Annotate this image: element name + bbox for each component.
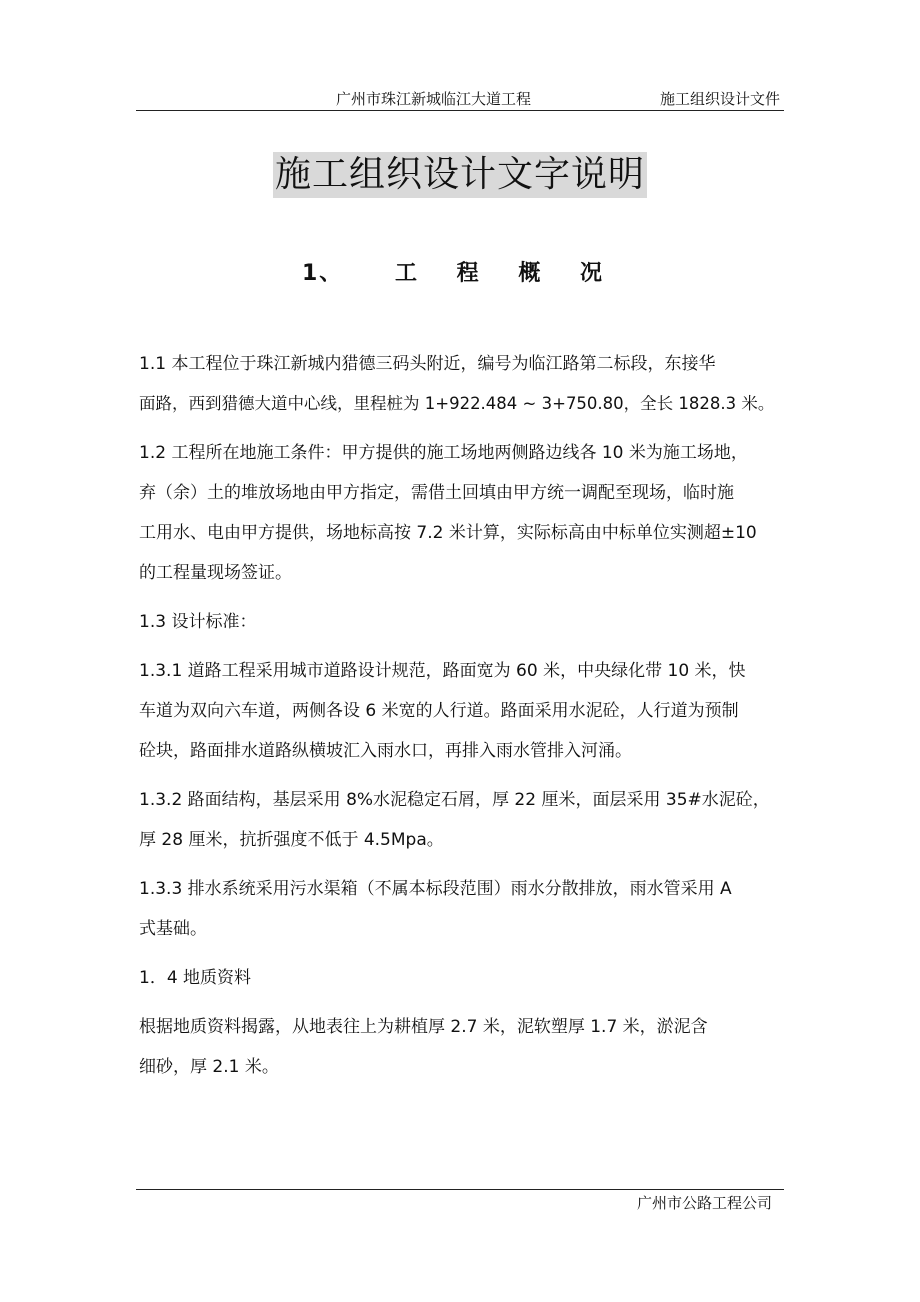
document-title bbox=[0, 152, 920, 198]
paragraph-1-3-1 bbox=[139, 651, 787, 771]
text-line: 1．4 地质资料 bbox=[139, 968, 252, 988]
text-line: 面路，西到猎德大道中心线，里程桩为 1+922.484 ~ 3+750.80，全长 1828.3 米。 bbox=[139, 394, 775, 413]
text-line: 的工程量现场签证。 bbox=[139, 563, 292, 583]
paragraph-1-3-2 bbox=[139, 780, 787, 860]
paragraph-1-4 bbox=[139, 958, 787, 998]
header-document-type: 施工组织设计文件 bbox=[659, 90, 780, 108]
text-line: 1.3 设计标准： bbox=[139, 612, 257, 632]
text-line: 式基础。 bbox=[139, 919, 207, 939]
paragraph-geology bbox=[139, 1007, 787, 1087]
text-line: 车道为双向六车道，两侧各设 6 米宽的人行道。路面采用水泥砼，人行道为预制 bbox=[139, 701, 739, 721]
text-line: 根据地质资料揭露，从地表往上为耕植厚 2.7 米，泥软塑厚 1.7 米，淤泥含 bbox=[139, 1017, 708, 1037]
text-line: 弃（余）土的堆放场地由甲方指定，需借土回填由甲方统一调配至现场，临时施 bbox=[139, 483, 734, 503]
section-number: 1、 bbox=[301, 261, 344, 286]
text-line: 1.3.2 路面结构，基层采用 8%水泥稳定石屑，厚 22 厘米，面层采用 35#水泥砼， bbox=[139, 790, 770, 810]
text-line: 1.1 本工程位于珠江新城内猎德三码头附近，编号为临江路第二标段，东接华 bbox=[139, 354, 716, 374]
text-line: 厚 28 厘米，抗折强度不低于 4.5Mpa。 bbox=[139, 830, 444, 850]
paragraph-1-2 bbox=[139, 433, 787, 593]
text-line: 细砂，厚 2.1 米。 bbox=[139, 1057, 279, 1077]
body-text bbox=[139, 344, 787, 1096]
text-line: 1.3.1 道路工程采用城市道路设计规范，路面宽为 60 米，中央绿化带 10 米，快 bbox=[139, 661, 746, 681]
page-header bbox=[136, 86, 784, 111]
footer-company: 广州市公路工程公司 bbox=[636, 1194, 772, 1212]
document-title-text: 施工组织设计文字说明 bbox=[273, 152, 647, 198]
section-heading bbox=[0, 256, 920, 287]
text-line: 1.3.3 排水系统采用污水渠箱（不属本标段范围）雨水分散排放，雨水管采用 A bbox=[139, 879, 732, 899]
paragraph-1-3 bbox=[139, 602, 787, 642]
text-line: 1.2 工程所在地施工条件：甲方提供的施工场地两侧路边线各 10 米为施工场地， bbox=[139, 443, 748, 463]
section-title-char: 概 bbox=[518, 261, 543, 286]
section-title-char: 程 bbox=[456, 261, 481, 286]
section-title-char: 工 bbox=[394, 261, 419, 286]
section-title-char: 况 bbox=[580, 261, 605, 286]
paragraph-1-3-3 bbox=[139, 869, 787, 949]
text-line: 工用水、电由甲方提供，场地标高按 7.2 米计算，实际标高由中标单位实测超±10 bbox=[139, 523, 757, 543]
page-footer bbox=[136, 1189, 784, 1212]
text-line: 砼块，路面排水道路纵横坡汇入雨水口，再排入雨水管排入河涌。 bbox=[139, 741, 632, 761]
header-project-name: 广州市珠江新城临江大道工程 bbox=[336, 90, 532, 108]
paragraph-1-1 bbox=[139, 344, 787, 424]
